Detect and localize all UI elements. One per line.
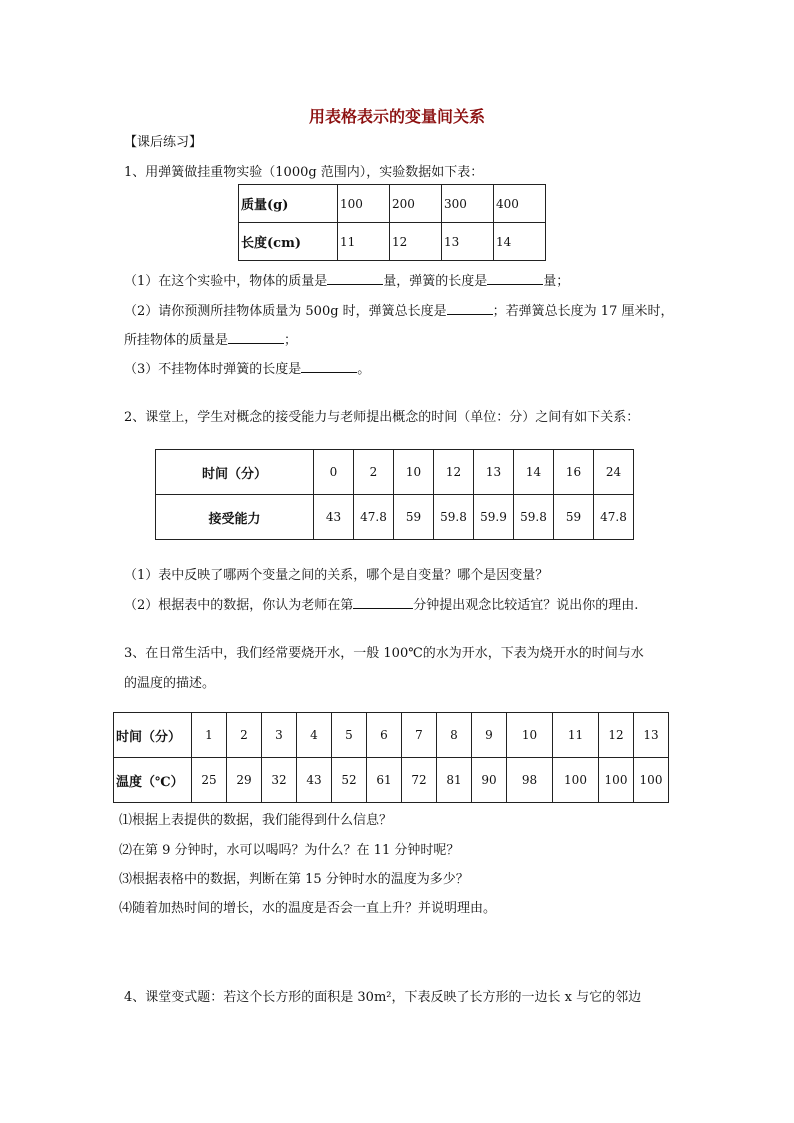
q3-sub2: ⑵在第 9 分钟时，水可以喝吗？为什么？在 11 分钟时呢？ bbox=[119, 843, 460, 858]
q2-stem: 2、课堂上，学生对概念的接受能力与老师提出概念的时间（单位：分）之间有如下关系： bbox=[124, 410, 640, 425]
q2-table bbox=[155, 449, 634, 540]
q2-sub2-text-a: （2）根据表中的数据，你认为老师在第 bbox=[124, 598, 354, 613]
table-cell: 13 bbox=[442, 223, 494, 261]
table-cell: 3 bbox=[262, 713, 297, 758]
answer-blank[interactable] bbox=[228, 331, 284, 344]
table-cell: 72 bbox=[402, 758, 437, 803]
table-cell: 29 bbox=[227, 758, 262, 803]
table-cell: 0 bbox=[314, 450, 354, 495]
table-cell: 100 bbox=[599, 758, 634, 803]
table-cell: 2 bbox=[354, 450, 394, 495]
table-cell: 8 bbox=[437, 713, 472, 758]
table-row bbox=[114, 758, 669, 803]
table-cell: 32 bbox=[262, 758, 297, 803]
q1-table bbox=[238, 184, 546, 261]
q3-sub3: ⑶根据表格中的数据，判断在第 15 分钟时水的温度为多少？ bbox=[119, 872, 469, 887]
table-cell: 59 bbox=[394, 495, 434, 540]
answer-blank[interactable] bbox=[353, 596, 413, 609]
table-cell: 4 bbox=[297, 713, 332, 758]
q1-sub1-text-c: 量； bbox=[543, 274, 570, 289]
table-cell: 25 bbox=[192, 758, 227, 803]
q3-sub4: ⑷随着加热时间的增长，水的温度是否会一直上升？并说明理由。 bbox=[119, 901, 497, 916]
answer-blank[interactable] bbox=[301, 360, 357, 373]
table-cell: 98 bbox=[507, 758, 553, 803]
q1-sub3-text-b: 。 bbox=[357, 362, 371, 377]
table-cell: 43 bbox=[297, 758, 332, 803]
table-cell: 12 bbox=[390, 223, 442, 261]
q1-sub2-text-d: ； bbox=[284, 333, 298, 348]
table-row-header: 时间（分） bbox=[114, 713, 192, 758]
table-cell: 59.9 bbox=[474, 495, 514, 540]
table-cell: 5 bbox=[332, 713, 367, 758]
table-cell: 300 bbox=[442, 185, 494, 223]
table-cell: 16 bbox=[554, 450, 594, 495]
table-row-header: 温度（℃） bbox=[114, 758, 192, 803]
page-title: 用表格表示的变量间关系 bbox=[308, 107, 485, 126]
q3-stem-line2: 的温度的描述。 bbox=[124, 676, 216, 691]
q1-sub2-text-a: （2）请你预测所挂物体质量为 500g 时，弹簧总长度是 bbox=[124, 304, 447, 319]
table-cell: 2 bbox=[227, 713, 262, 758]
answer-blank[interactable] bbox=[447, 302, 493, 315]
q1-sub2-text-b: ；若弹簧总长度为 17 厘米时， bbox=[492, 304, 674, 319]
table-row-header: 时间（分） bbox=[156, 450, 314, 495]
table-cell: 47.8 bbox=[594, 495, 634, 540]
table-cell: 11 bbox=[338, 223, 390, 261]
table-cell: 200 bbox=[390, 185, 442, 223]
table-cell: 13 bbox=[474, 450, 514, 495]
table-cell: 14 bbox=[494, 223, 546, 261]
table-row bbox=[239, 223, 546, 261]
table-cell: 12 bbox=[599, 713, 634, 758]
table-cell: 90 bbox=[472, 758, 507, 803]
table-cell: 59 bbox=[554, 495, 594, 540]
q1-sub3-text-a: （3）不挂物体时弹簧的长度是 bbox=[124, 362, 302, 377]
q1-sub2 bbox=[124, 302, 673, 321]
q4-stem: 4、课堂变式题：若这个长方形的面积是 30m²，下表反映了长方形的一边长 x 与它的邻边 bbox=[124, 990, 642, 1005]
q2-sub2 bbox=[124, 596, 638, 615]
table-row bbox=[156, 450, 634, 495]
table-cell: 11 bbox=[553, 713, 599, 758]
q3-table bbox=[113, 712, 669, 803]
q1-sub1 bbox=[124, 272, 569, 291]
q1-sub1-text-a: （1）在这个实验中，物体的质量是 bbox=[124, 274, 328, 289]
table-row-header: 接受能力 bbox=[156, 495, 314, 540]
table-cell: 52 bbox=[332, 758, 367, 803]
table-cell: 6 bbox=[367, 713, 402, 758]
table-cell: 400 bbox=[494, 185, 546, 223]
table-cell: 7 bbox=[402, 713, 437, 758]
table-cell: 81 bbox=[437, 758, 472, 803]
section-label: 【课后练习】 bbox=[124, 135, 203, 150]
table-row bbox=[114, 713, 669, 758]
table-cell: 13 bbox=[634, 713, 669, 758]
table-cell: 100 bbox=[634, 758, 669, 803]
table-cell: 100 bbox=[338, 185, 390, 223]
answer-blank[interactable] bbox=[487, 272, 543, 285]
table-cell: 47.8 bbox=[354, 495, 394, 540]
table-cell: 59.8 bbox=[514, 495, 554, 540]
table-cell: 14 bbox=[514, 450, 554, 495]
table-cell: 24 bbox=[594, 450, 634, 495]
table-cell: 10 bbox=[394, 450, 434, 495]
table-cell: 9 bbox=[472, 713, 507, 758]
table-row bbox=[156, 495, 634, 540]
q1-sub1-text-b: 量，弹簧的长度是 bbox=[383, 274, 488, 289]
table-cell: 61 bbox=[367, 758, 402, 803]
table-cell: 12 bbox=[434, 450, 474, 495]
table-row-header: 长度(cm) bbox=[239, 223, 338, 261]
q2-sub2-text-b: 分钟提出观念比较适宜？说出你的理由. bbox=[413, 598, 639, 613]
q1-stem: 1、用弹簧做挂重物实验（1000g 范围内），实验数据如下表： bbox=[124, 165, 484, 180]
table-row bbox=[239, 185, 546, 223]
q1-sub3 bbox=[124, 360, 370, 379]
q1-sub2-text-c: 所挂物体的质量是 bbox=[124, 333, 229, 348]
table-cell: 1 bbox=[192, 713, 227, 758]
table-cell: 100 bbox=[553, 758, 599, 803]
q3-sub1: ⑴根据上表提供的数据，我们能得到什么信息？ bbox=[119, 813, 393, 828]
q2-sub1: （1）表中反映了哪两个变量之间的关系，哪个是自变量？哪个是因变量？ bbox=[124, 568, 549, 583]
table-cell: 43 bbox=[314, 495, 354, 540]
q3-stem-line1: 3、在日常生活中，我们经常要烧开水，一般 100℃的水为开水，下表为烧开水的时间与水 bbox=[124, 646, 644, 661]
table-row-header: 质量(g) bbox=[239, 185, 338, 223]
table-cell: 10 bbox=[507, 713, 553, 758]
table-cell: 59.8 bbox=[434, 495, 474, 540]
answer-blank[interactable] bbox=[327, 272, 383, 285]
q1-sub2-cont bbox=[124, 331, 297, 350]
